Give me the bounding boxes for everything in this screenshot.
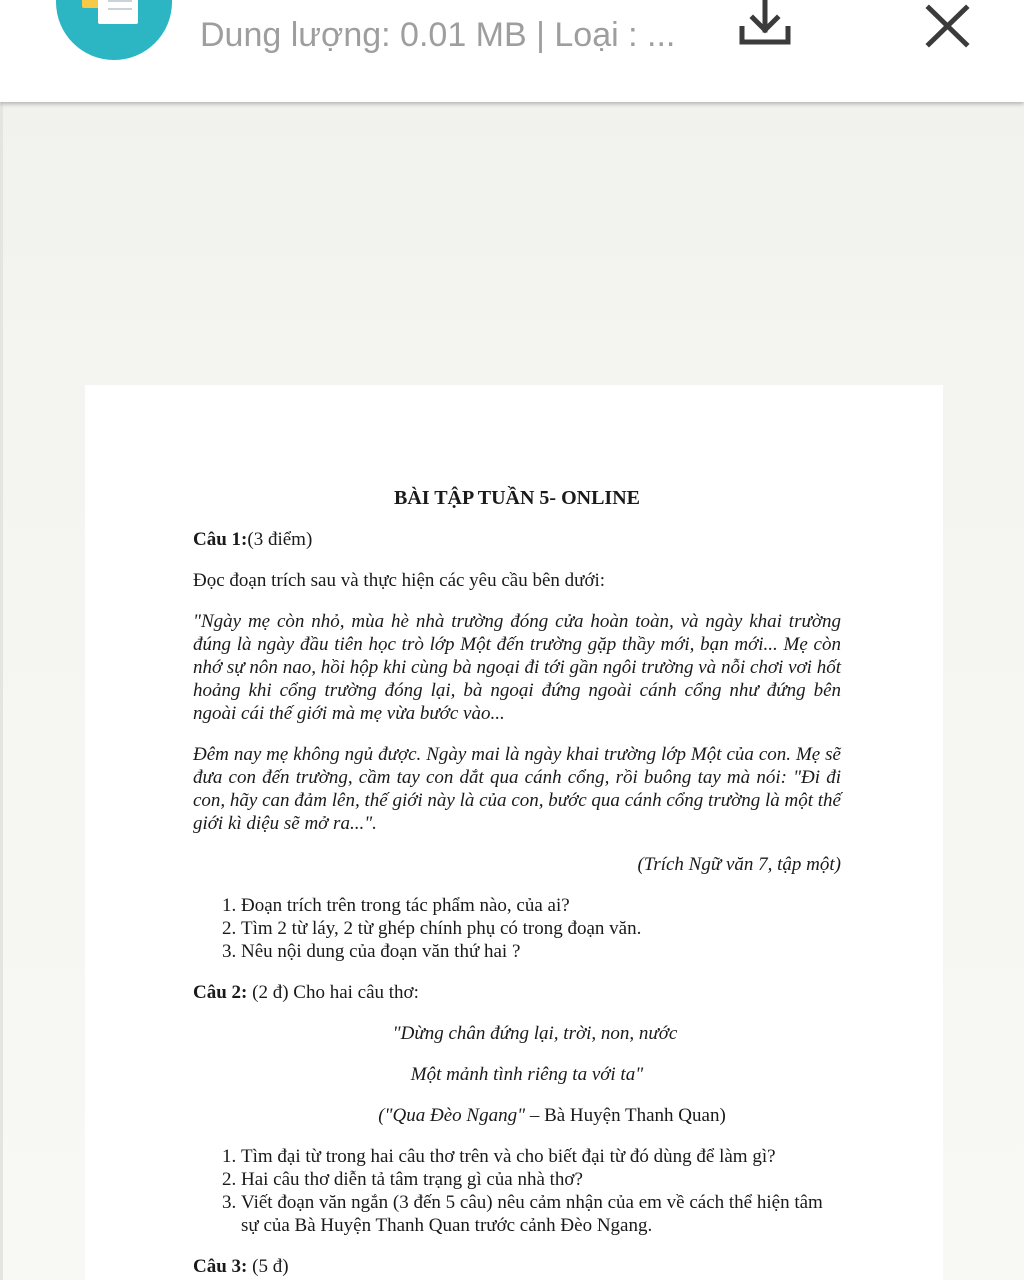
file-icon-sheet: [98, 0, 138, 24]
list-item: 1. Đoạn trích trên trong tác phẩm nào, của ai?: [241, 894, 841, 917]
q1-excerpt-paragraph-2: Đêm nay mẹ không ngủ được. Ngày mai là ngày khai trường lớp Một của con. Mẹ sẽ đưa con đến trường, cầm tay con dắt qua cánh cổng, rồi buông tay mà nói: "Đi đi con, hãy can đảm lên, thế giới này là của con, bước qua cánh cổng trường là một thế giới kì diệu sẽ mở ra...".: [193, 744, 841, 834]
q1-heading: [193, 528, 841, 551]
q1-task-list: [193, 894, 841, 963]
close-icon: [920, 0, 976, 54]
q2-task-list: [193, 1145, 841, 1237]
q3-label: Câu 3:: [193, 1256, 248, 1277]
q1-instruction: Đọc đoạn trích sau và thực hiện các yêu cầu bên dưới:: [193, 570, 606, 591]
close-button[interactable]: [920, 0, 976, 54]
page-content: [193, 487, 841, 1280]
q2-heading: [193, 981, 841, 1004]
q1-source: (Trích Ngữ văn 7, tập một): [637, 854, 841, 875]
file-info-text: Dung lượng: 0.01 MB | Loại : ...: [200, 16, 676, 54]
list-item: 1. Tìm đại từ trong hai câu thơ trên và cho biết đại từ đó dùng để làm gì?: [241, 1145, 841, 1168]
poem-source-title: ("Qua Đèo Ngang": [378, 1105, 526, 1126]
q3-points: (5 đ): [252, 1256, 289, 1277]
q1-label: Câu 1:: [193, 529, 248, 550]
poem-line-2: Một mảnh tình riêng ta với ta": [410, 1064, 644, 1085]
list-item: 2. Hai câu thơ diễn tả tâm trạng gì của nhà thơ?: [241, 1168, 841, 1191]
q2-label: Câu 2:: [193, 982, 248, 1003]
q2-intro: Cho hai câu thơ:: [293, 982, 419, 1003]
download-icon: [732, 0, 798, 52]
document-title: BÀI TẬP TUẦN 5- ONLINE: [394, 487, 640, 509]
download-button[interactable]: [732, 0, 798, 52]
list-item: 3. Viết đoạn văn ngắn (3 đến 5 câu) nêu cảm nhận của em về cách thể hiện tâm sự của Bà Huyện Thanh Quan trước cảnh Đèo Ngang.: [241, 1191, 841, 1237]
poem-line-1: "Dừng chân đứng lại, trời, non, nước: [392, 1023, 678, 1044]
viewer-header: [0, 0, 1024, 102]
document-viewer[interactable]: [0, 102, 1024, 1280]
q1-points: (3 điểm): [247, 529, 313, 550]
list-item: 2. Tìm 2 từ láy, 2 từ ghép chính phụ có trong đoạn văn.: [241, 917, 841, 940]
poem-source: [193, 1104, 841, 1127]
q2-points: (2 đ): [252, 982, 289, 1003]
q3-heading: [193, 1255, 841, 1278]
document-page: [85, 385, 943, 1280]
q1-excerpt-paragraph-1: "Ngày mẹ còn nhỏ, mùa hè nhà trường đóng cửa hoàn toàn, và ngày khai trường đúng là ngày đầu tiên học trò lớp Một đến trường gặp thầy mới, bạn mới... Mẹ còn nhớ sự nôn nao, hồi hộp khi cùng bà ngoại đi tới gần ngôi trường và nỗi chơi vơi hốt hoảng khi cổng trường đóng lại, bà ngoại đứng ngoài cánh cổng như đứng bên ngoài cái thế giới mà mẹ vừa bước vào...: [193, 611, 841, 724]
poem-source-author: – Bà Huyện Thanh Quan): [525, 1105, 726, 1126]
list-item: 3. Nêu nội dung của đoạn văn thứ hai ?: [241, 940, 841, 963]
document-file-icon: [56, 0, 172, 60]
